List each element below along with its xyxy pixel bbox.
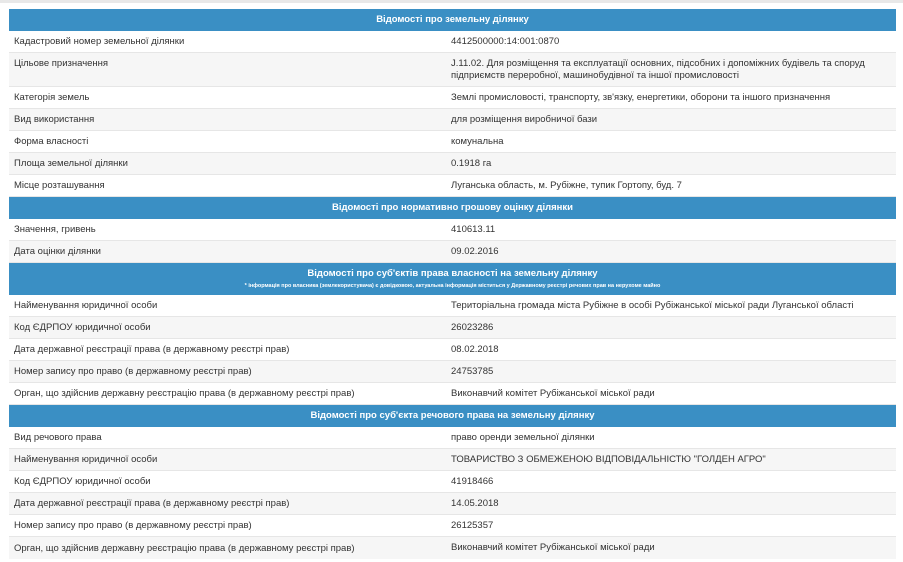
section-title: Відомості про суб'єктів права власності на земельну ділянку (307, 268, 598, 279)
row-value: Виконавчий комітет Рубіжанської міської ради (451, 542, 655, 553)
row-label: Орган, що здійснив державну реєстрацію права (в державному реєстрі прав) (14, 388, 355, 399)
row-value: 09.02.2016 (451, 245, 499, 257)
table-row (9, 87, 896, 109)
section-title: Відомості про земельну ділянку (376, 14, 529, 25)
section-header-land-plot (9, 9, 896, 31)
table-row (9, 339, 896, 361)
row-value: ТОВАРИСТВО З ОБМЕЖЕНОЮ ВІДПОВІДАЛЬНІСТЮ "ГОЛДЕН АГРО" (451, 453, 766, 465)
row-label: Код ЄДРПОУ юридичної особи (14, 476, 151, 487)
row-value: Землі промисловості, транспорту, зв'язку, енергетики, оборони та іншого призначення (451, 91, 831, 103)
section-title: Відомості про нормативно грошову оцінку ділянки (332, 202, 573, 213)
row-label: Дата державної реєстрації права (в державному реєстрі прав) (14, 498, 290, 509)
section-header-normative-valuation (9, 197, 896, 219)
row-label: Значення, гривень (14, 224, 96, 235)
section-title: Відомості про суб'єкта речового права на земельну ділянку (310, 410, 595, 421)
table-row (9, 295, 896, 317)
table-row (9, 53, 896, 87)
row-value: право оренди земельної ділянки (451, 431, 595, 443)
section-header-property-right (9, 405, 896, 427)
row-value: 41918466 (451, 475, 494, 487)
row-value: 14.05.2018 (451, 497, 499, 509)
row-value: 24753785 (451, 365, 494, 377)
row-label: Код ЄДРПОУ юридичної особи (14, 322, 151, 333)
row-label: Дата державної реєстрації права (в державному реєстрі прав) (14, 344, 290, 355)
table-row (9, 449, 896, 471)
table-row (9, 515, 896, 537)
row-label: Вид речового права (14, 432, 102, 443)
row-value: для розміщення виробничої бази (451, 113, 598, 125)
row-label: Категорія земель (14, 92, 90, 103)
row-value: 4412500000:14:001:0870 (451, 35, 560, 47)
row-label: Номер запису про право (в державному реєстрі прав) (14, 520, 252, 531)
row-value: комунальна (451, 135, 504, 147)
section-header-ownership (9, 263, 896, 295)
row-label: Кадастровий номер земельної ділянки (14, 36, 185, 47)
row-label: Орган, що здійснив державну реєстрацію права (в державному реєстрі прав) (14, 542, 355, 554)
row-value: 410613.11 (451, 223, 496, 235)
table-row (9, 361, 896, 383)
row-label: Форма власності (14, 136, 89, 147)
row-value: 26125357 (451, 519, 494, 531)
table-row (9, 493, 896, 515)
row-value: Луганська область, м. Рубіжне, тупик Гортопу, буд. 7 (451, 179, 682, 191)
row-label: Площа земельної ділянки (14, 158, 128, 169)
row-value: 26023286 (451, 321, 494, 333)
row-label: Найменування юридичної особи (14, 454, 158, 465)
row-value: 08.02.2018 (451, 343, 499, 355)
row-label: Цільове призначення (14, 58, 109, 69)
row-label: Номер запису про право (в державному реєстрі прав) (14, 366, 252, 377)
table-row (9, 109, 896, 131)
table-row (9, 175, 896, 197)
section-note: * інформація про власника (землекористувача) є довідковою, актуальна інформація міститься у Державному реєстрі речових прав на нерухоме майно (244, 283, 661, 289)
row-label: Вид використання (14, 114, 95, 125)
table-row (9, 241, 896, 263)
table-row (9, 317, 896, 339)
table-row (9, 537, 896, 559)
row-label: Дата оцінки ділянки (14, 246, 101, 257)
table-row (9, 427, 896, 449)
table-row (9, 153, 896, 175)
land-info-panel (9, 9, 896, 559)
table-row (9, 219, 896, 241)
row-label: Найменування юридичної особи (14, 300, 158, 311)
row-value: 0.1918 га (451, 157, 492, 169)
row-label: Місце розташування (14, 180, 105, 191)
table-row (9, 131, 896, 153)
table-row (9, 471, 896, 493)
table-row (9, 31, 896, 53)
row-value: Територіальна громада міста Рубіжне в особі Рубіжанської міської ради Луганської області (451, 299, 854, 311)
row-value: Виконавчий комітет Рубіжанської міської ради (451, 387, 655, 399)
table-row (9, 383, 896, 405)
top-border (0, 0, 903, 3)
row-value: J.11.02. Для розміщення та експлуатації основних, підсобних і допоміжних будівель та споруд підприємств переробної, машинобудівної та іншої промисловості (451, 58, 865, 81)
